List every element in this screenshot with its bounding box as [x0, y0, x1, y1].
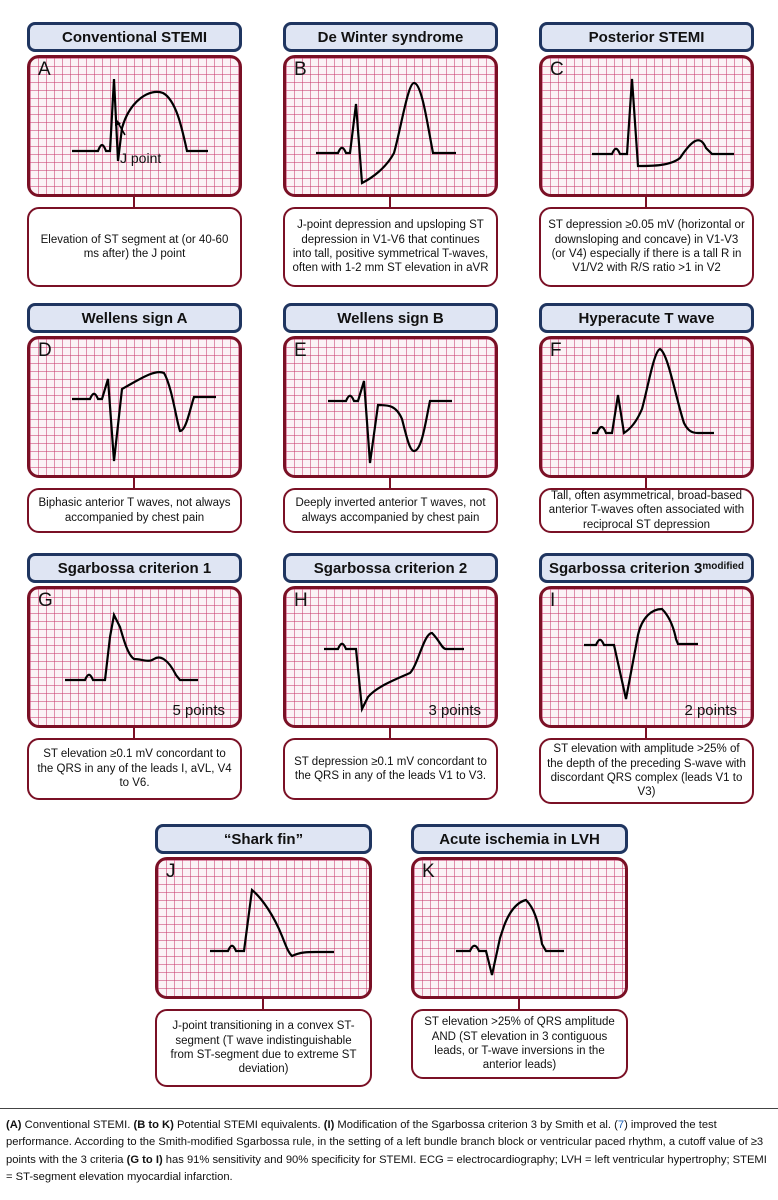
panel-g-description: ST elevation ≥0.1 mV concordant to the QRS in any of the leads I, aVL, V4 to V6.	[27, 738, 242, 800]
caption-label-b-to-k: (B to K)	[133, 1119, 174, 1131]
panel-letter: C	[550, 59, 564, 80]
reference-link[interactable]: 7	[617, 1119, 625, 1131]
points-label: 5 points	[172, 702, 225, 719]
connector	[262, 999, 264, 1009]
connector	[389, 728, 391, 738]
panel-k-description: ST elevation >25% of QRS amplitude AND (ST elevation in 3 contiguous leads, or T-wave inversions in the anterior leads)	[411, 1009, 628, 1079]
panel-c-description: ST depression ≥0.05 mV (horizontal or downsloping and concave) in V1-V3 (or V4) especially if there is a tall R in V1/V2 with R/S ratio >1 in V2	[539, 207, 754, 287]
connector	[645, 728, 647, 738]
caption-text: ) improved the test performance. According to the Smith-modified Sgarbossa rule, in the setting of a left bundle branch block or ventricular paced rhythm, a cutoff value of ≥3 points with the 3 criteria	[6, 1119, 764, 1166]
points-label: 2 points	[684, 702, 737, 719]
caption-label-a: (A)	[6, 1119, 22, 1131]
panel-c-ecg-grid	[539, 55, 754, 197]
connector	[645, 197, 647, 207]
points-label: 3 points	[428, 702, 481, 719]
panel-i-title-superscript: modified	[702, 560, 745, 572]
panel-f-title: Hyperacute T wave	[539, 303, 754, 333]
panel-d-ecg-grid	[27, 336, 242, 478]
connector	[133, 478, 135, 488]
panel-letter: D	[38, 340, 52, 361]
panel-a-ecg-grid	[27, 55, 242, 197]
caption-label-i: (I)	[323, 1119, 335, 1131]
ecg-trace-j	[158, 860, 372, 999]
panel-i-ecg-grid	[539, 586, 754, 728]
caption-text: Modification of the Sgarbossa criterion 3 by Smith et al. (	[334, 1119, 618, 1131]
panel-letter: J	[166, 861, 176, 882]
ecg-trace-c	[542, 58, 754, 197]
ecg-trace-d	[30, 339, 242, 478]
panel-letter: K	[422, 861, 435, 882]
panel-e-ecg-grid	[283, 336, 498, 478]
panel-k-ecg-grid	[411, 857, 628, 999]
panel-e-description: Deeply inverted anterior T waves, not always accompanied by chest pain	[283, 488, 498, 533]
ecg-trace-a	[30, 58, 242, 197]
panel-d-description: Biphasic anterior T waves, not always accompanied by chest pain	[27, 488, 242, 533]
panel-i-title	[539, 553, 754, 583]
panel-g-ecg-grid	[27, 586, 242, 728]
panel-a-title: Conventional STEMI	[27, 22, 242, 52]
panel-i-description: ST elevation with amplitude >25% of the depth of the preceding S-wave with discordant QRS complex (leads V1 to V3)	[539, 738, 754, 804]
panel-k-title: Acute ischemia in LVH	[411, 824, 628, 854]
caption-text: Conventional STEMI.	[21, 1119, 134, 1131]
connector	[389, 197, 391, 207]
panel-h-ecg-grid	[283, 586, 498, 728]
panel-f-ecg-grid	[539, 336, 754, 478]
caption-label-g-to-i: (G to I)	[126, 1153, 163, 1166]
panel-j-title: “Shark fin”	[155, 824, 372, 854]
panel-c-title: Posterior STEMI	[539, 22, 754, 52]
panel-e-title: Wellens sign B	[283, 303, 498, 333]
panel-letter: H	[294, 590, 308, 611]
panel-letter: E	[294, 340, 307, 361]
ecg-trace-f	[542, 339, 754, 478]
panel-a-description: Elevation of ST segment at (or 40-60 ms after) the J point	[27, 207, 242, 287]
panel-letter: A	[38, 59, 51, 80]
ecg-trace-b	[286, 58, 498, 197]
panel-h-title: Sgarbossa criterion 2	[283, 553, 498, 583]
panel-i-title-text: Sgarbossa criterion 3	[548, 559, 703, 577]
figure-caption	[0, 1108, 778, 1200]
connector	[645, 478, 647, 488]
panel-letter: F	[550, 340, 562, 361]
connector	[133, 197, 135, 207]
panel-h-description: ST depression ≥0.1 mV concordant to the QRS in any of the leads V1 to V3.	[283, 738, 498, 800]
panel-f-description: Tall, often asymmetrical, broad-based anterior T-waves often associated with reciprocal ST depression	[539, 488, 754, 533]
panel-b-ecg-grid	[283, 55, 498, 197]
panel-letter: I	[550, 590, 556, 611]
connector	[133, 728, 135, 738]
ecg-trace-k	[414, 860, 628, 999]
panel-j-description: J-point transitioning in a convex ST-segment (T wave indistinguishable from ST-segment due to extreme ST deviation)	[155, 1009, 372, 1087]
j-point-label: J point	[120, 150, 162, 166]
panel-j-ecg-grid	[155, 857, 372, 999]
panel-b-title: De Winter syndrome	[283, 22, 498, 52]
connector	[518, 999, 520, 1009]
panel-letter: B	[294, 59, 307, 80]
ecg-trace-e	[286, 339, 498, 478]
connector	[389, 478, 391, 488]
panel-b-description: J-point depression and upsloping ST depression in V1-V6 that continues into tall, positive symmetrical T-waves, often with 1-2 mm ST elevation in aVR	[283, 207, 498, 287]
panel-g-title: Sgarbossa criterion 1	[27, 553, 242, 583]
panel-d-title: Wellens sign A	[27, 303, 242, 333]
caption-text: has 91% sensitivity and 90% specificity for STEMI. ECG = electrocardiography; LVH = left ventricular hypertrophy; STEMI = ST-segment elevation myocardial infarction.	[6, 1153, 767, 1184]
caption-text: Potential STEMI equivalents.	[173, 1119, 324, 1131]
panel-letter: G	[38, 590, 53, 611]
